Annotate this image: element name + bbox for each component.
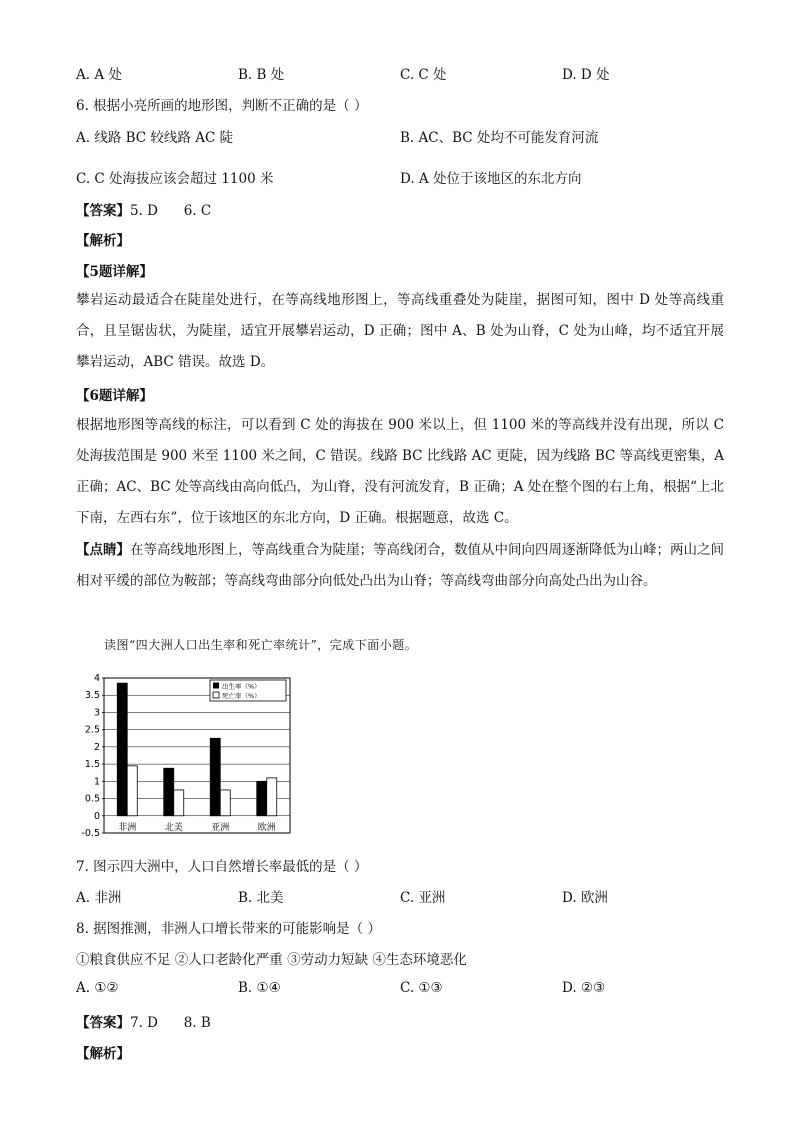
q6-option-d: D. A 处位于该地区的东北方向 [400, 171, 582, 187]
q8-stem: 8. 据图推测，非洲人口增长带来的可能影响是（ ） [76, 921, 381, 937]
q8-items: ①粮食供应不足 ②人口老龄化严重 ③劳动力短缺 ④生态环境恶化 [76, 952, 467, 968]
dianjing-paragraph [76, 535, 724, 597]
y-tick-label: 0.5 [84, 793, 100, 805]
q7-option-a: A. 非洲 [76, 890, 122, 906]
q7-option-d: D. 欧洲 [562, 890, 608, 906]
detail-5-label: 【5题详解】 [76, 264, 153, 280]
y-tick-label: 1.5 [84, 759, 100, 771]
x-category-label: 北美 [164, 823, 183, 833]
chart-caption: 读图“四大洲人口出生率和死亡率统计”，完成下面小题。 [104, 638, 418, 652]
q8-option-c: C. ①③ [400, 980, 443, 996]
q8-option-b: B. ①④ [238, 980, 281, 996]
answer-text-2: 7. D 8. B [130, 1015, 211, 1031]
y-tick-label: 2 [93, 741, 100, 753]
analysis-label-2: 【解析】 [76, 1046, 130, 1062]
q6-options-row1 [76, 126, 736, 146]
q7-options [76, 886, 736, 906]
bar-death-rate [127, 766, 137, 816]
q5-option-c: C. C 处 [400, 67, 447, 83]
x-category-label: 非洲 [118, 823, 137, 833]
q7-option-c: C. 亚洲 [400, 890, 446, 906]
answer-5-6 [76, 199, 211, 219]
bar-birth-rate [257, 781, 267, 815]
legend-death-label: 死亡率（%） [222, 692, 261, 700]
legend-birth-label: 出生率（%） [222, 682, 261, 691]
bar-death-rate [174, 790, 184, 816]
answer-text: 5. D 6. C [130, 203, 212, 219]
q6-option-b: B. AC、BC 处均不可能发育河流 [400, 130, 599, 146]
bar-birth-rate [164, 768, 174, 816]
y-tick-label: 4 [93, 673, 100, 684]
q8-options [76, 980, 736, 1000]
answer-label: 【答案】 [76, 203, 130, 219]
y-tick-label: 3 [93, 707, 100, 719]
x-category-label: 欧洲 [257, 823, 276, 833]
answer-7-8 [76, 1011, 211, 1031]
q6-option-c: C. C 处海拔应该会超过 1100 米 [76, 171, 274, 187]
analysis-label: 【解析】 [76, 233, 130, 249]
birth-death-rate-chart [78, 670, 293, 838]
bar-birth-rate [117, 683, 127, 816]
detail-6-label: 【6题详解】 [76, 388, 153, 404]
bar-death-rate [220, 790, 230, 816]
q8-option-d: D. ②③ [562, 980, 606, 996]
detail-6-text: 根据地形图等高线的标注，可以看到 C 处的海拔在 900 米以上，但 1100 米的等高线并没有出现，所以 C 处海拔范围是 900 米至 1100 米之间，C 错误。线路 BC 比线路 AC 更陡，因为线路 BC 等高线更密集，A 正确；AC、BC 处等高线由高向低凸，为山脊，没有河流发育，B 正确；A 处在整个图的右上角，根据“上北下南，左西右东”，位于该地区的东北方向，D 正确。根据题意，故选 C。 [76, 417, 724, 526]
q8-option-a: A. ①② [76, 980, 119, 996]
q7-option-b: B. 北美 [238, 890, 284, 906]
bar-birth-rate [210, 738, 220, 816]
q6-stem: 6. 根据小亮所画的地形图，判断不正确的是（ ） [76, 98, 368, 114]
dianjing-label: 【点睛】 [76, 542, 130, 558]
x-category-label: 亚洲 [211, 823, 230, 833]
q6-options-row2 [76, 167, 736, 187]
y-tick-label: -0.5 [81, 828, 100, 838]
y-tick-label: 0 [93, 810, 100, 822]
y-tick-label: 2.5 [84, 724, 100, 736]
answer-label-2: 【答案】 [76, 1015, 130, 1031]
legend-swatch-death [213, 692, 219, 698]
q5-option-a: A. A 处 [76, 67, 122, 83]
detail-5-text: 攀岩运动最适合在陡崖处进行，在等高线地形图上，等高线重叠处为陡崖，据图可知，图中 D 处等高线重合，且呈锯齿状，为陡崖，适宜开展攀岩运动，D 正确；图中 A、B 处为山脊，C 处为山峰，均不适宜开展攀岩运动，ABC 错误。故选 D。 [76, 292, 724, 370]
y-tick-label: 3.5 [84, 690, 100, 702]
q5-option-b: B. B 处 [238, 67, 285, 83]
q5-option-d: D. D 处 [562, 67, 610, 83]
q5-options [76, 63, 736, 83]
dianjing-text: 在等高线地形图上，等高线重合为陡崖；等高线闭合，数值从中间向四周逐渐降低为山峰；两山之间相对平缓的部位为鞍部；等高线弯曲部分向低处凸出为山脊；等高线弯曲部分向高处凸出为山谷。 [76, 542, 724, 589]
q7-stem: 7. 图示四大洲中，人口自然增长率最低的是（ ） [76, 859, 368, 875]
y-tick-label: 1 [93, 776, 100, 788]
legend [210, 680, 286, 701]
y-axis-tick-labels [81, 673, 104, 838]
q6-option-a: A. 线路 BC 较线路 AC 陡 [76, 130, 234, 146]
bar-death-rate [267, 778, 277, 816]
legend-swatch-birth [213, 683, 219, 689]
